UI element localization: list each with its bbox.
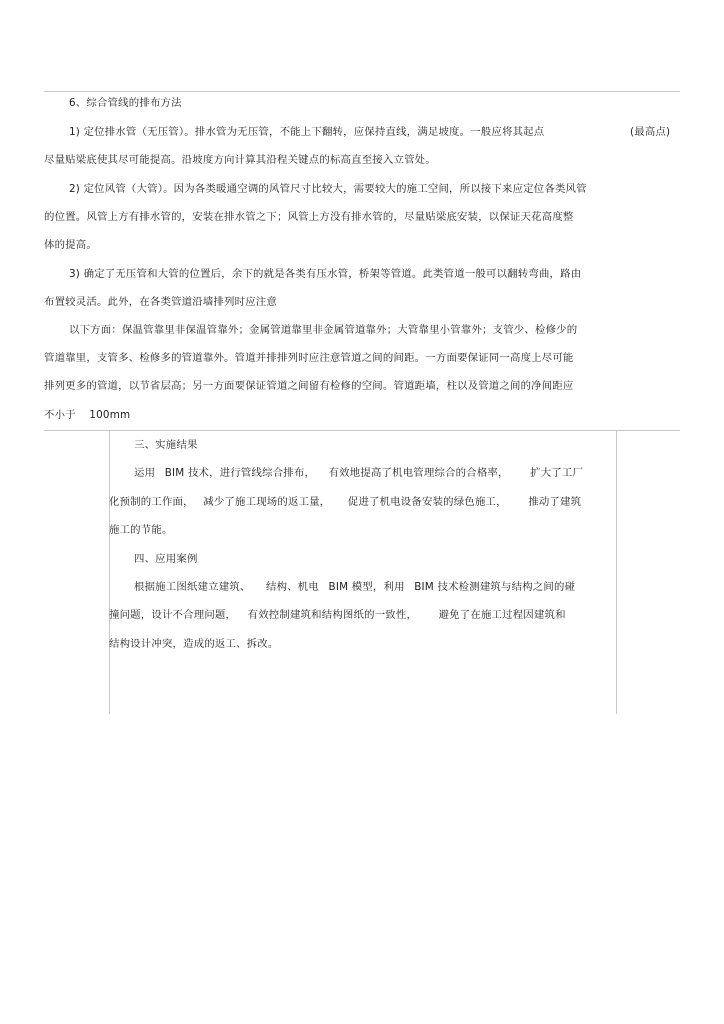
p3-line-2: 布置较灵活。此外，在各类管道沿墙排列时应注意: [44, 296, 277, 308]
p4-line-4-value: 100mm: [89, 409, 131, 421]
cases-l2-c: 避免了在施工过程因建筑和: [438, 609, 566, 621]
cases-line-1: [134, 580, 575, 594]
cases-l1-b: 结构、机电: [266, 581, 319, 593]
p2-line-1: 2) 定位风管（大管）。因为各类暖通空调的风管尺寸比较大，需要较大的施工空间，所以接下来应定位各类风管: [69, 183, 587, 195]
left-cell-border: [109, 430, 110, 714]
heading-cases: 四、应用案例: [134, 553, 198, 565]
results-l1-a: 运用: [134, 467, 156, 479]
right-cell-border: [616, 430, 617, 714]
cases-l2-b: 有效控制建筑和结构图纸的一致性，: [247, 609, 418, 621]
cases-l1-c: BIM 模型，利用: [328, 581, 405, 593]
results-l1-b: BIM 技术，进行管线综合排布，: [164, 467, 316, 479]
results-line-2: [109, 495, 581, 509]
p4-line-1: 以下方面：保温管靠里非保温管靠外；金属管道靠里非金属管道靠外；大管靠里小管靠外；支管少、检修少的: [69, 324, 578, 336]
cases-line-3: 结构设计冲突，造成的返工、拆改。: [109, 638, 279, 650]
heading-pipeline-method: 6、综合管线的排布方法: [69, 97, 182, 109]
p4-line-4-text: 不小于: [44, 409, 76, 421]
top-rule: [44, 91, 680, 92]
results-l2-c: 促进了机电设备安装的绿色施工，: [347, 496, 507, 508]
results-l1-d: 扩大了工厂: [530, 467, 584, 479]
section-divider: [44, 430, 680, 431]
results-l1-c: 有效地提高了机电管理综合的合格率，: [328, 467, 509, 479]
p2-line-3: 体的提高。: [44, 239, 97, 251]
cases-line-2: [109, 608, 566, 622]
results-l2-a: 化预制的工作面，: [109, 496, 194, 508]
heading-results: 三、实施结果: [134, 439, 198, 451]
results-l2-d: 推动了建筑: [528, 496, 582, 508]
p1-line-1-tail: (最高点): [630, 126, 671, 138]
p4-line-2: 管道靠里，支管多、检修多的管道靠外。管道并排排列时应注意管道之间的间距。一方面要保证同一高度上尽可能: [44, 352, 574, 364]
results-line-3: 施工的节能。: [109, 524, 173, 536]
p3-line-1: 3) 确定了无压管和大管的位置后，余下的就是各类有压水管，桥架等管道。此类管道一般可以翻转弯曲，路由: [69, 268, 582, 280]
cases-l2-a: 撞问题，设计不合理问题，: [109, 609, 237, 621]
results-l2-b: 减少了施工现场的返工量，: [203, 496, 331, 508]
p1-line-1: 1) 定位排水管（无压管）。排水管为无压管，不能上下翻转，应保持直线，满足坡度。一般应将其起点: [69, 126, 545, 138]
cases-l1-d: BIM 技术检测建筑与结构之间的碰: [414, 581, 576, 593]
cases-l1-a: 根据施工图纸建立建筑、: [134, 581, 251, 593]
p4-line-4: [44, 408, 130, 422]
results-line-1: [134, 466, 583, 480]
p4-line-3: 排列更多的管道，以节省层高；另一方面要保证管道之间留有检修的空间。管道距墙，柱以及管道之间的净间距应: [44, 380, 574, 392]
p2-line-2: 的位置。风管上方有排水管的，安装在排水管之下；风管上方没有排水管的，尽量贴梁底安装，以保证天花高度整: [44, 211, 574, 223]
p1-line-2: 尽量贴梁底使其尽可能提高。沿坡度方向计算其沿程关键点的标高直至接入立管处。: [44, 154, 436, 166]
